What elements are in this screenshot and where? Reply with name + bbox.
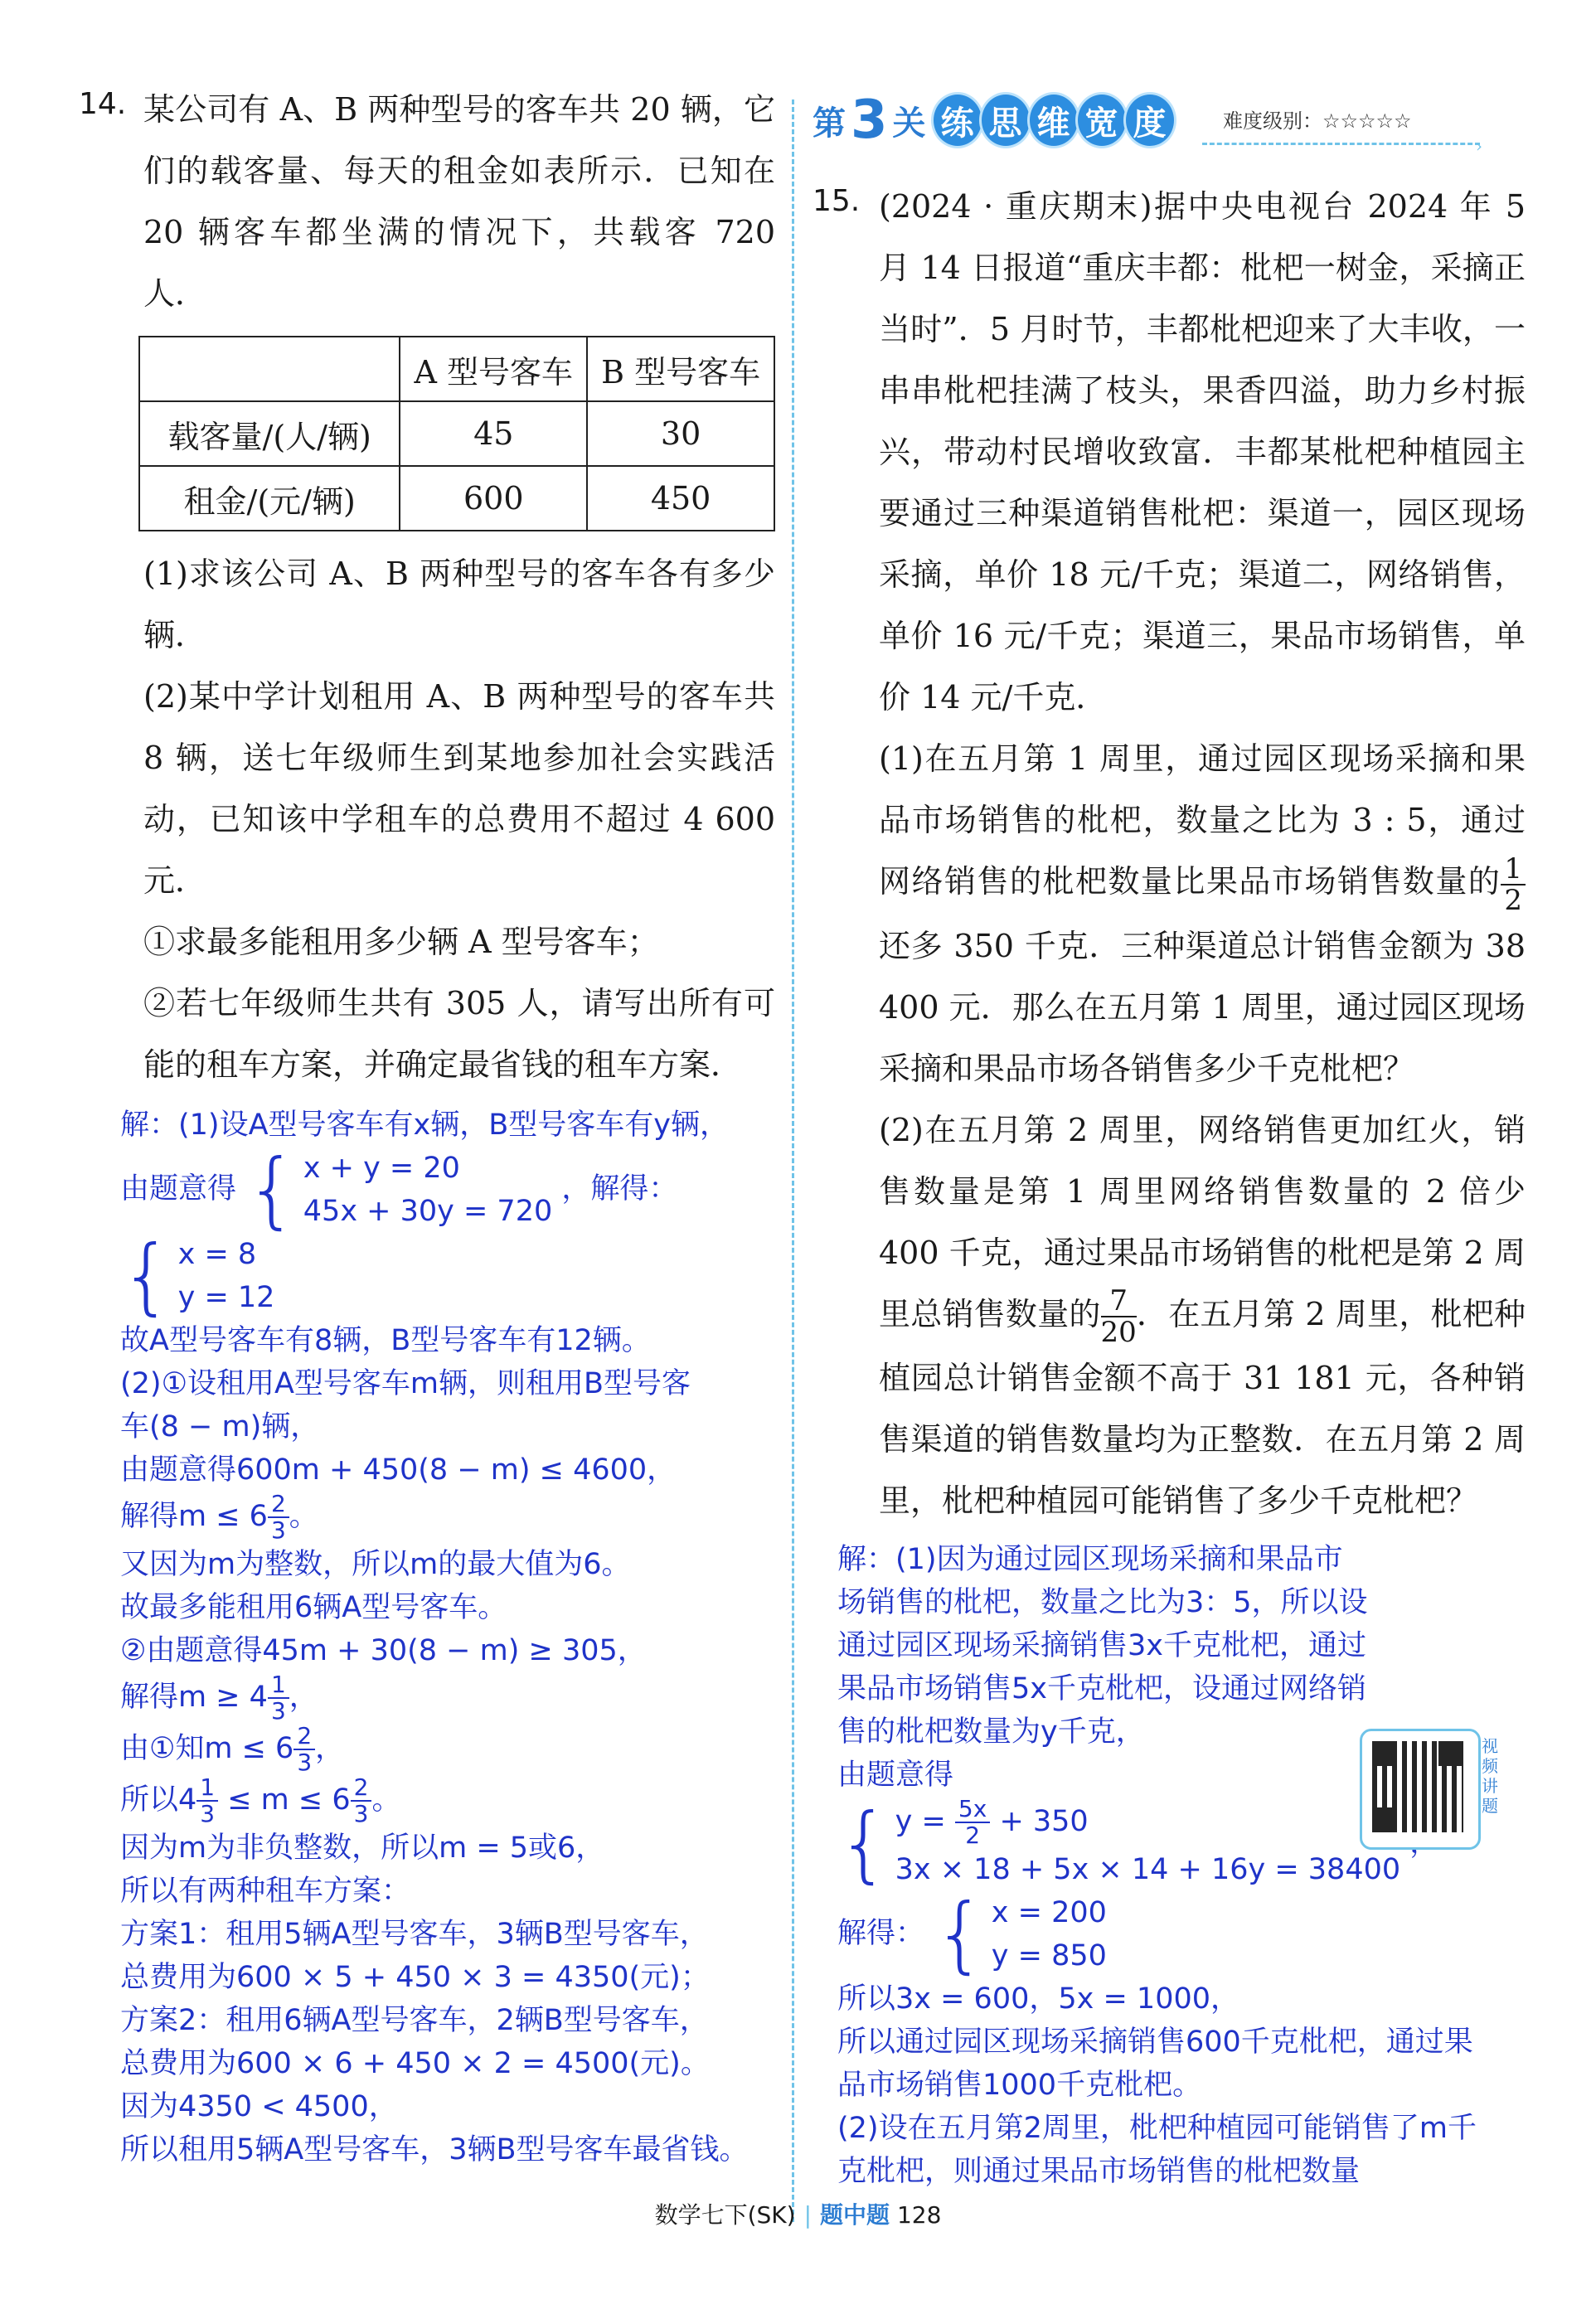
- text: 。: [371, 1783, 401, 1817]
- table-cell: A 型号客车: [400, 337, 587, 401]
- solution-system: { x = 8 y = 12: [120, 1227, 275, 1324]
- numerator: 7: [1101, 1286, 1137, 1317]
- fraction: [351, 1775, 372, 1827]
- answer-line: 由题意得600m + 450(8 − m) ≤ 4600，: [120, 1453, 677, 1487]
- equation: 45x + 30y = 720: [303, 1195, 553, 1228]
- part-2a: ①求最多能租用多少辆 A 型号客车；: [143, 924, 659, 960]
- part-2b: ②若七年级师生共有 305 人，请写出所有可能的租车方案，并确定最省钱的租车方案．: [143, 985, 775, 1083]
- answer-14: [120, 1104, 775, 2171]
- numerator: 1: [1501, 854, 1526, 885]
- text: ，解得：: [561, 1172, 678, 1206]
- equation: y = 850: [991, 1939, 1107, 1972]
- table-cell: 45: [400, 401, 587, 466]
- footer-brand: 题中题: [820, 2201, 890, 2229]
- question-stem: (2024 · 重庆期末)据中央电视台 2024 年 5 月 14 日报道“重庆丰都：枇杷一树金，采摘正当时”．5 月时节，丰都枇杷迎来了大丰收，一串串枇杷挂满了枝头，果香四溢，助力乡村振兴，带动村民增收致富．丰都某枇杷种植园主要通过三种渠道销售枇杷：渠道一，园区现场采摘，单价 18 元/千克；渠道二，网络销售，单价 16 元/千克；渠道三，果品市场销售，单价 14 元/千克．: [879, 188, 1526, 716]
- footer-separator: |: [803, 2201, 813, 2229]
- difficulty-label: 难度级别：☆☆☆☆☆: [1223, 109, 1412, 133]
- answer-line: ②由题意得45m + 30(8 − m) ≥ 305，: [120, 1634, 647, 1667]
- text: 还多 350 千克．三种渠道总计销售金额为 38 400 元．那么在五月第 1 周里，通过园区现场采摘和果品市场各销售多少千克枇杷？: [879, 927, 1526, 1087]
- page-number: 128: [896, 2201, 942, 2229]
- answer-line: 总费用为600 × 5 + 450 × 3 = 4350(元)；: [120, 1961, 710, 1994]
- title-char: 练: [931, 92, 984, 148]
- numerator: 1: [268, 1672, 289, 1699]
- stage-title: [813, 91, 1176, 149]
- text: 所以4: [120, 1783, 197, 1817]
- text: (1)在五月第 1 周里，通过园区现场采摘和果品市场销售的枇杷，数量之比为 3 : 5，通过网络销售的枇杷数量比果品市场销售数量的: [879, 740, 1526, 900]
- answer-line: 总费用为600 × 6 + 450 × 2 = 4500(元)。: [120, 2047, 710, 2080]
- column-divider: [792, 99, 794, 2222]
- numerator: 2: [293, 1724, 315, 1750]
- answer-line: 因为m为非负整数，所以m = 5或6，: [120, 1832, 605, 1865]
- title-badge: [936, 92, 1176, 148]
- equation: 3x × 18 + 5x × 14 + 16y = 38400: [895, 1853, 1401, 1886]
- table-cell: 30: [587, 401, 774, 466]
- answer-line: 所以通过园区现场采摘销售600千克枇杷，通过果品市场销售1000千克枇杷。: [837, 2026, 1473, 2102]
- equation: x = 8: [177, 1238, 257, 1271]
- denominator: 2: [965, 1822, 981, 1849]
- text: 解得m ≤ 6: [120, 1500, 268, 1533]
- numerator: 2: [351, 1775, 372, 1802]
- question-15: [813, 176, 1526, 1531]
- table-cell: 450: [587, 466, 774, 531]
- table-cell: 载客量/(人/辆): [139, 401, 400, 466]
- table-cell: 租金/(元/辆): [139, 466, 400, 531]
- answer-line: 方案1：租用5辆A型号客车，3辆B型号客车，: [120, 1918, 709, 1951]
- text: 由①知m ≤ 6: [120, 1732, 294, 1765]
- text: 解得m ≥ 4: [120, 1681, 268, 1714]
- answer-line: 解：(1)设A型号客车有x辆，B型号客车有y辆，: [120, 1109, 729, 1142]
- stage-suffix: 关: [892, 104, 926, 143]
- text: 由题意得: [120, 1172, 237, 1206]
- answer-line: [120, 1724, 775, 1775]
- header-rule: [1202, 143, 1480, 145]
- answer-line: (2)①设租用A型号客车m辆，则租用B型号客车(8 − m)辆，: [120, 1367, 691, 1443]
- table-cell: B 型号客车: [587, 337, 774, 401]
- text: 。: [289, 1500, 318, 1533]
- title-char: 度: [1123, 92, 1176, 148]
- text: ．在五月第 2 周里，枇杷种植园总计销售金额不高于 31 181 元，各种销售渠道的销售数量均为正整数．在五月第 2 周里，枇杷种植园可能销售了多少千克枇杷？: [879, 1295, 1526, 1519]
- equation: x + y = 20: [303, 1152, 460, 1185]
- fraction: [1101, 1286, 1137, 1347]
- solution-system: { x = 200 y = 850: [934, 1885, 1107, 1982]
- denominator: 3: [270, 1516, 286, 1544]
- fraction: [1501, 851, 1526, 917]
- fraction: [268, 1672, 289, 1724]
- answer-line: 故最多能租用6辆A型号客车。: [120, 1591, 507, 1624]
- denominator: 3: [200, 1800, 216, 1827]
- table-row: [139, 466, 774, 531]
- answer-line: 所以租用5辆A型号客车，3辆B型号客车最省钱。: [120, 2133, 749, 2166]
- rental-table: [138, 336, 775, 531]
- question-14: [79, 79, 775, 324]
- answer-line: (2)设在五月第2周里，枇杷种植园可能销售了m千克枇杷，则通过果品市场销售的枇杷数量: [837, 2112, 1477, 2188]
- numerator: 1: [196, 1775, 218, 1802]
- answer-line: 所以有两种租车方案：: [120, 1875, 411, 1908]
- qr-code[interactable]: [1360, 1729, 1498, 1850]
- answer-line: 又因为m为整数，所以m的最大值为6。: [120, 1548, 631, 1581]
- equation-system: { x + y = 20 45x + 30y = 720: [245, 1141, 553, 1238]
- fraction: [268, 1492, 289, 1543]
- numerator: 5x: [955, 1797, 990, 1823]
- stage-number: 3: [851, 90, 888, 151]
- answer-line: [120, 1775, 775, 1827]
- answer-line: 因为4350 < 4500，: [120, 2090, 398, 2123]
- denominator: 3: [270, 1697, 286, 1725]
- qr-label: 视频讲题: [1482, 1736, 1498, 1816]
- denominator: 20: [1100, 1316, 1137, 1349]
- qr-code-icon: [1372, 1741, 1463, 1832]
- answer-line: 解：(1)因为通过园区现场采摘和果品市场销售的枇杷，数量之比为3：5，所以设通过园区现场采摘销售3x千克枇杷，通过果品市场销售5x千克枇杷，设通过网络销售的枇杷数量为y千克，: [837, 1543, 1368, 1749]
- answer-15: [837, 1538, 1484, 2193]
- text: ≤ m ≤ 6: [218, 1783, 351, 1817]
- denominator: 3: [297, 1749, 313, 1776]
- part-1: [879, 728, 1526, 1099]
- footer-subject: 数学七下(SK): [654, 2201, 796, 2229]
- denominator: 2: [1504, 883, 1522, 917]
- answer-line: 所以3x = 600，5x = 1000，: [837, 1982, 1239, 2016]
- stage-prefix: 第: [813, 104, 846, 143]
- answer-line: 方案2：租用6辆A型号客车，2辆B型号客车，: [120, 2004, 709, 2037]
- text: y =: [895, 1805, 955, 1838]
- answer-line: [120, 1492, 775, 1543]
- question-number: 15.: [813, 184, 861, 218]
- answer-line: 故A型号客车有8辆，B型号客车有12辆。: [120, 1324, 651, 1357]
- fraction: [293, 1724, 315, 1775]
- question-stem: 某公司有 A、B 两种型号的客车共 20 辆，它们的载客量、每天的租金如表所示．已知在 20 辆客车都坐满的情况下，共载客 720 人．: [143, 91, 775, 312]
- denominator: 3: [353, 1800, 369, 1827]
- answer-line: [837, 1885, 1484, 1982]
- equation: y = 12: [177, 1281, 275, 1314]
- arrow-right-icon: ›: [1476, 136, 1482, 156]
- equation-system: { y = $\frac{5x}{2}$ + 350 3x × 18 + 5x × 14 + 16y = 38400: [837, 1795, 1401, 1892]
- equation: x = 200: [991, 1896, 1107, 1929]
- question-number: 14.: [79, 87, 127, 121]
- title-char: 宽: [1075, 92, 1128, 148]
- table-cell: 600: [400, 466, 587, 531]
- section-header: [813, 91, 1501, 158]
- table-row: [139, 401, 774, 466]
- table-cell: [139, 337, 400, 401]
- text: 由题意得: [837, 1759, 954, 1792]
- answer-line: [120, 1672, 775, 1724]
- text: ，: [315, 1732, 345, 1765]
- title-char: 维: [1027, 92, 1080, 148]
- part-2: [879, 1099, 1526, 1532]
- part-1: (1)求该公司 A、B 两种型号的客车各有多少辆．: [143, 556, 775, 653]
- title-char: 思: [979, 92, 1032, 148]
- page-footer: [0, 2197, 1596, 2230]
- text: + 350: [990, 1805, 1089, 1838]
- table-header-row: [139, 337, 774, 401]
- part-2: (2)某中学计划租用 A、B 两种型号的客车共 8 辆，送七年级师生到某地参加社会实践活动，已知该中学租车的总费用不超过 4 600 元．: [143, 678, 775, 899]
- text: (2)在五月第 2 周里，网络销售更加红火，销售数量是第 1 周里网络销售数量的 2 倍少 400 千克，通过果品市场销售的枇杷是第 2 周里总销售数量的: [879, 1111, 1526, 1332]
- fraction: [196, 1775, 218, 1827]
- numerator: 2: [268, 1492, 289, 1518]
- fraction: [955, 1797, 990, 1848]
- text: 解得：: [837, 1917, 925, 1950]
- answer-line: [120, 1141, 775, 1324]
- equation: [895, 1797, 1401, 1848]
- question-14-parts: [79, 543, 775, 1095]
- text: ，: [289, 1681, 318, 1714]
